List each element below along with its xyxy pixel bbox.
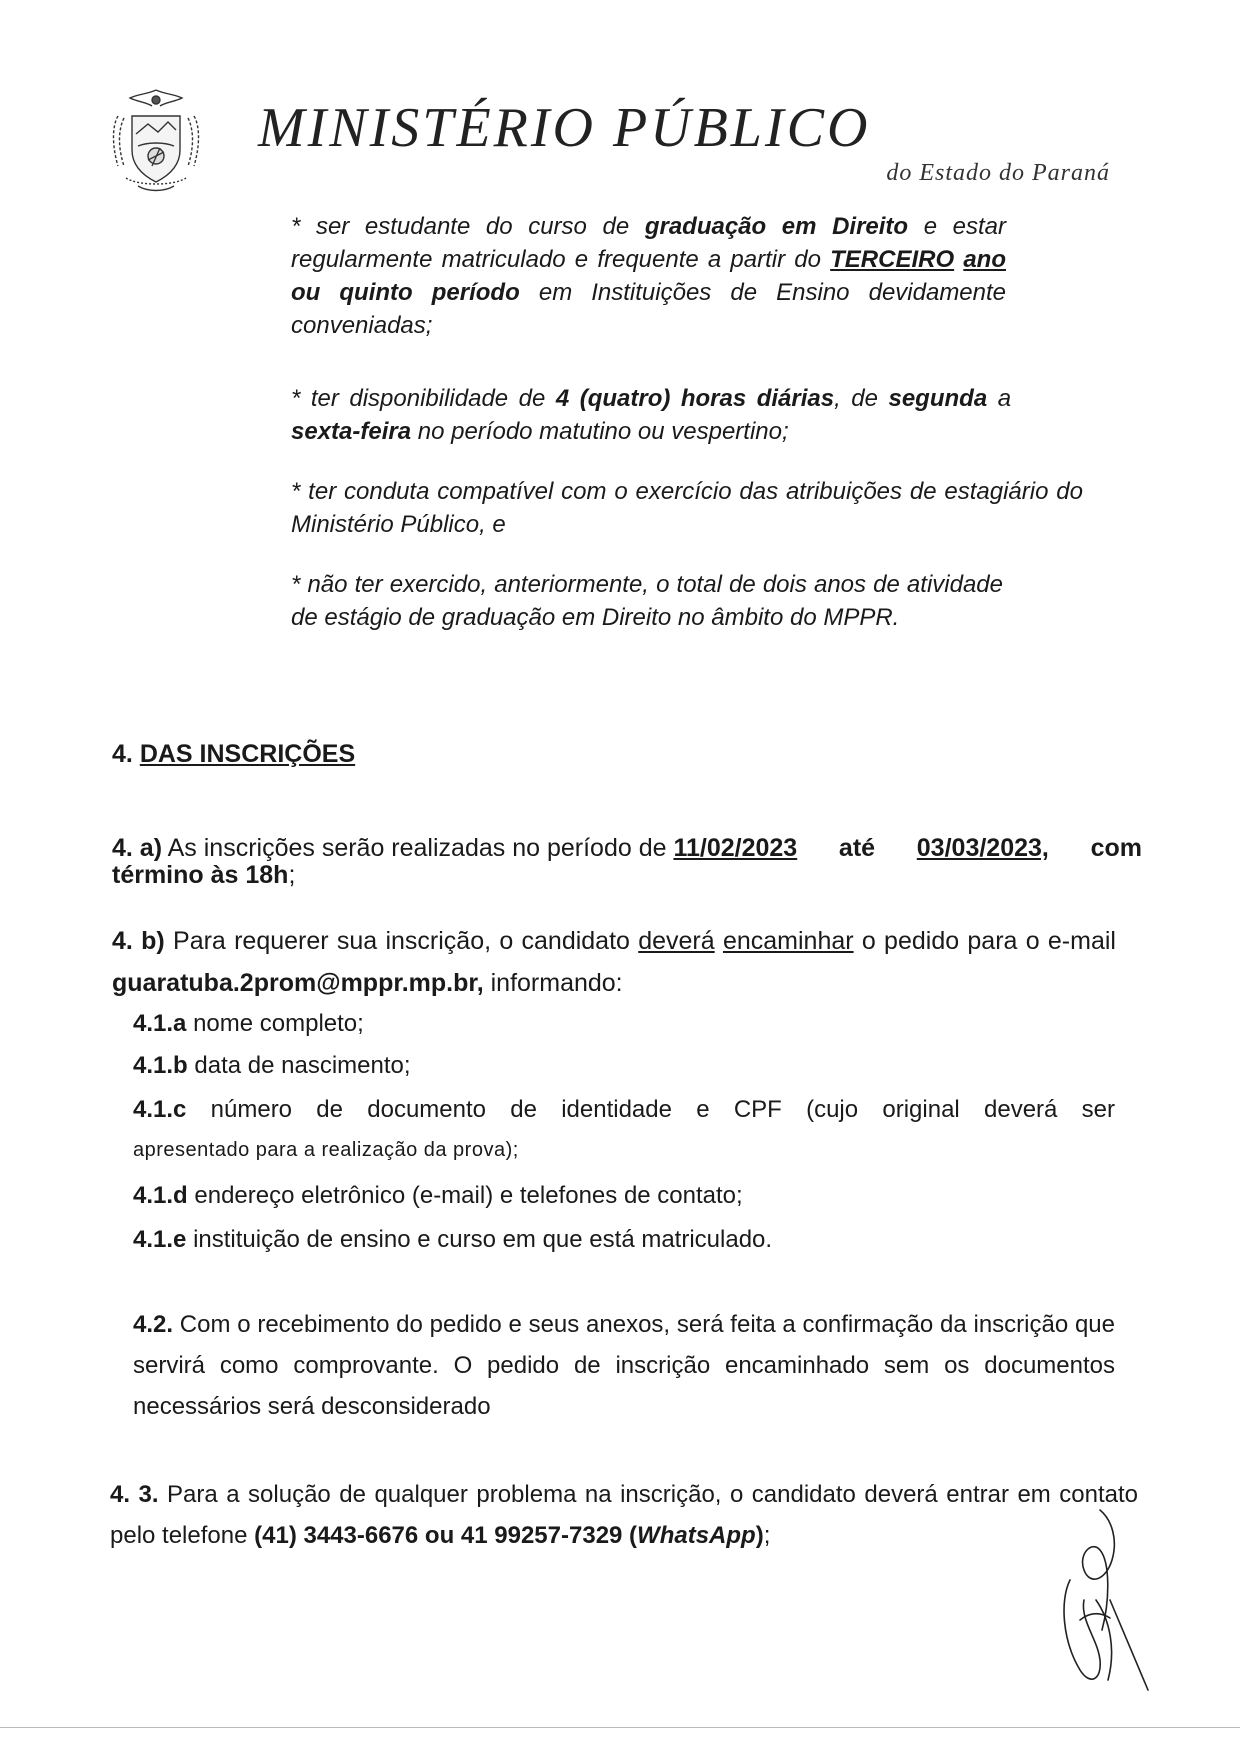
p4a-text: As inscrições serão realizadas no período de (167, 834, 667, 862)
p4b-label: 4. b) (112, 927, 165, 955)
section-title-text: DAS INSCRIÇÕES (139, 740, 356, 768)
p4a-end: ; (288, 861, 296, 889)
item-continuation: apresentado para a realização da prova); (133, 1139, 519, 1161)
p43-text: Para a solução de qualquer problema na inscrição, o candidato deverá entrar em contato pelo telefone (110, 1481, 1139, 1549)
req2-e: a (997, 385, 1012, 412)
p4b-email: guaratuba.2prom@mppr.mp.br, (112, 969, 484, 997)
p43-end: ; (763, 1522, 771, 1549)
item-code: 4.1.e (133, 1226, 187, 1253)
req2-f: sexta-feira (291, 418, 412, 445)
req1-f: ou quinto período (291, 279, 520, 306)
req2-a: * ter disponibilidade de (291, 385, 546, 412)
institution-subtitle: do Estado do Paraná (886, 160, 1110, 186)
req2-b: 4 (quatro) horas diárias (555, 385, 835, 412)
p4a-tail1: com (1090, 834, 1142, 862)
institution-title (258, 96, 1118, 160)
item-text: nome completo; (193, 1010, 364, 1037)
list-item (133, 1046, 411, 1086)
signature-rubric-icon (1040, 1500, 1160, 1700)
paragraph-4b (112, 920, 1116, 1004)
req2-d: segunda (888, 385, 988, 412)
paragraph-4-3 (110, 1474, 1138, 1556)
p4a-until: até (838, 834, 876, 862)
p4b-must: deverá (638, 927, 715, 955)
item-code: 4.1.a (133, 1010, 187, 1037)
list-item (133, 1004, 364, 1044)
p43-phones: (41) 3443-6676 ou 41 99257-7329 ( (254, 1522, 638, 1549)
requirement-1 (291, 210, 1006, 342)
req1-c: e estar regularmente matriculado e frequente a partir do (291, 213, 1007, 273)
p4a-date-end: 03/03/2023, (916, 834, 1049, 862)
list-item (133, 1220, 772, 1260)
p43-whatsapp: WhatsApp (637, 1522, 756, 1549)
p4b-text2: o pedido para o e-mail (861, 927, 1116, 955)
paragraph-4-2 (133, 1304, 1115, 1427)
item-code: 4.1.d (133, 1182, 188, 1209)
p4b-text3: informando: (490, 969, 623, 997)
item-text: instituição de ensino e curso em que está matriculado. (193, 1226, 773, 1253)
req1-e: ano (963, 246, 1006, 273)
section-number: 4. (112, 740, 133, 768)
p4b-text1: Para requerer sua inscrição, o candidato (173, 927, 630, 955)
req2-g: no período matutino ou vespertino; (417, 418, 789, 445)
req1-a: * ser estudante do curso de (291, 213, 630, 240)
item-code: 4.1.c (133, 1096, 187, 1123)
requirement-2 (291, 382, 1011, 448)
p42-text: Com o recebimento do pedido e seus anexos, será feita a confirmação da inscrição que servirá como comprovante. O pedido de inscrição encaminhado sem os documentos necessários será desconsiderado (133, 1311, 1115, 1420)
req1-b: graduação em Direito (644, 213, 909, 240)
req1-g: em Instituições de Ensino devidamente conveniadas; (291, 279, 1007, 339)
item-text: endereço eletrônico (e-mail) e telefones de contato; (194, 1182, 743, 1209)
p43-close: ) (755, 1522, 764, 1549)
institution-title-text: MINISTÉRIO PÚBLICO (258, 97, 871, 159)
requirement-3: * ter conduta compatível com o exercício das atribuições de estagiário do Ministério Público, e (291, 478, 1083, 538)
list-item (133, 1090, 1115, 1170)
p43-label: 4. 3. (110, 1481, 159, 1508)
item-text: número de documento de identidade e CPF (cujo original deverá ser (210, 1096, 1115, 1123)
item-text: data de nascimento; (194, 1052, 411, 1079)
p4a-tail2: término às 18h (112, 861, 289, 889)
p4a-label: 4. a) (112, 834, 163, 862)
list-item (133, 1176, 743, 1216)
item-code: 4.1.b (133, 1052, 188, 1079)
p4a-date-start: 11/02/2023 (673, 834, 798, 862)
req1-d: TERCEIRO (830, 246, 955, 273)
requirement-4: * não ter exercido, anteriormente, o total de dois anos de atividade de estágio de graduação em Direito no âmbito do MPPR. (291, 571, 1003, 631)
scan-footer-line (0, 1727, 1240, 1728)
p4b-send: encaminhar (722, 927, 854, 955)
paragraph-4a (112, 835, 1142, 889)
section-title (112, 740, 355, 769)
req2-c: , de (834, 385, 878, 412)
p42-label: 4.2. (133, 1311, 174, 1338)
parana-coat-of-arms-icon (108, 86, 204, 198)
